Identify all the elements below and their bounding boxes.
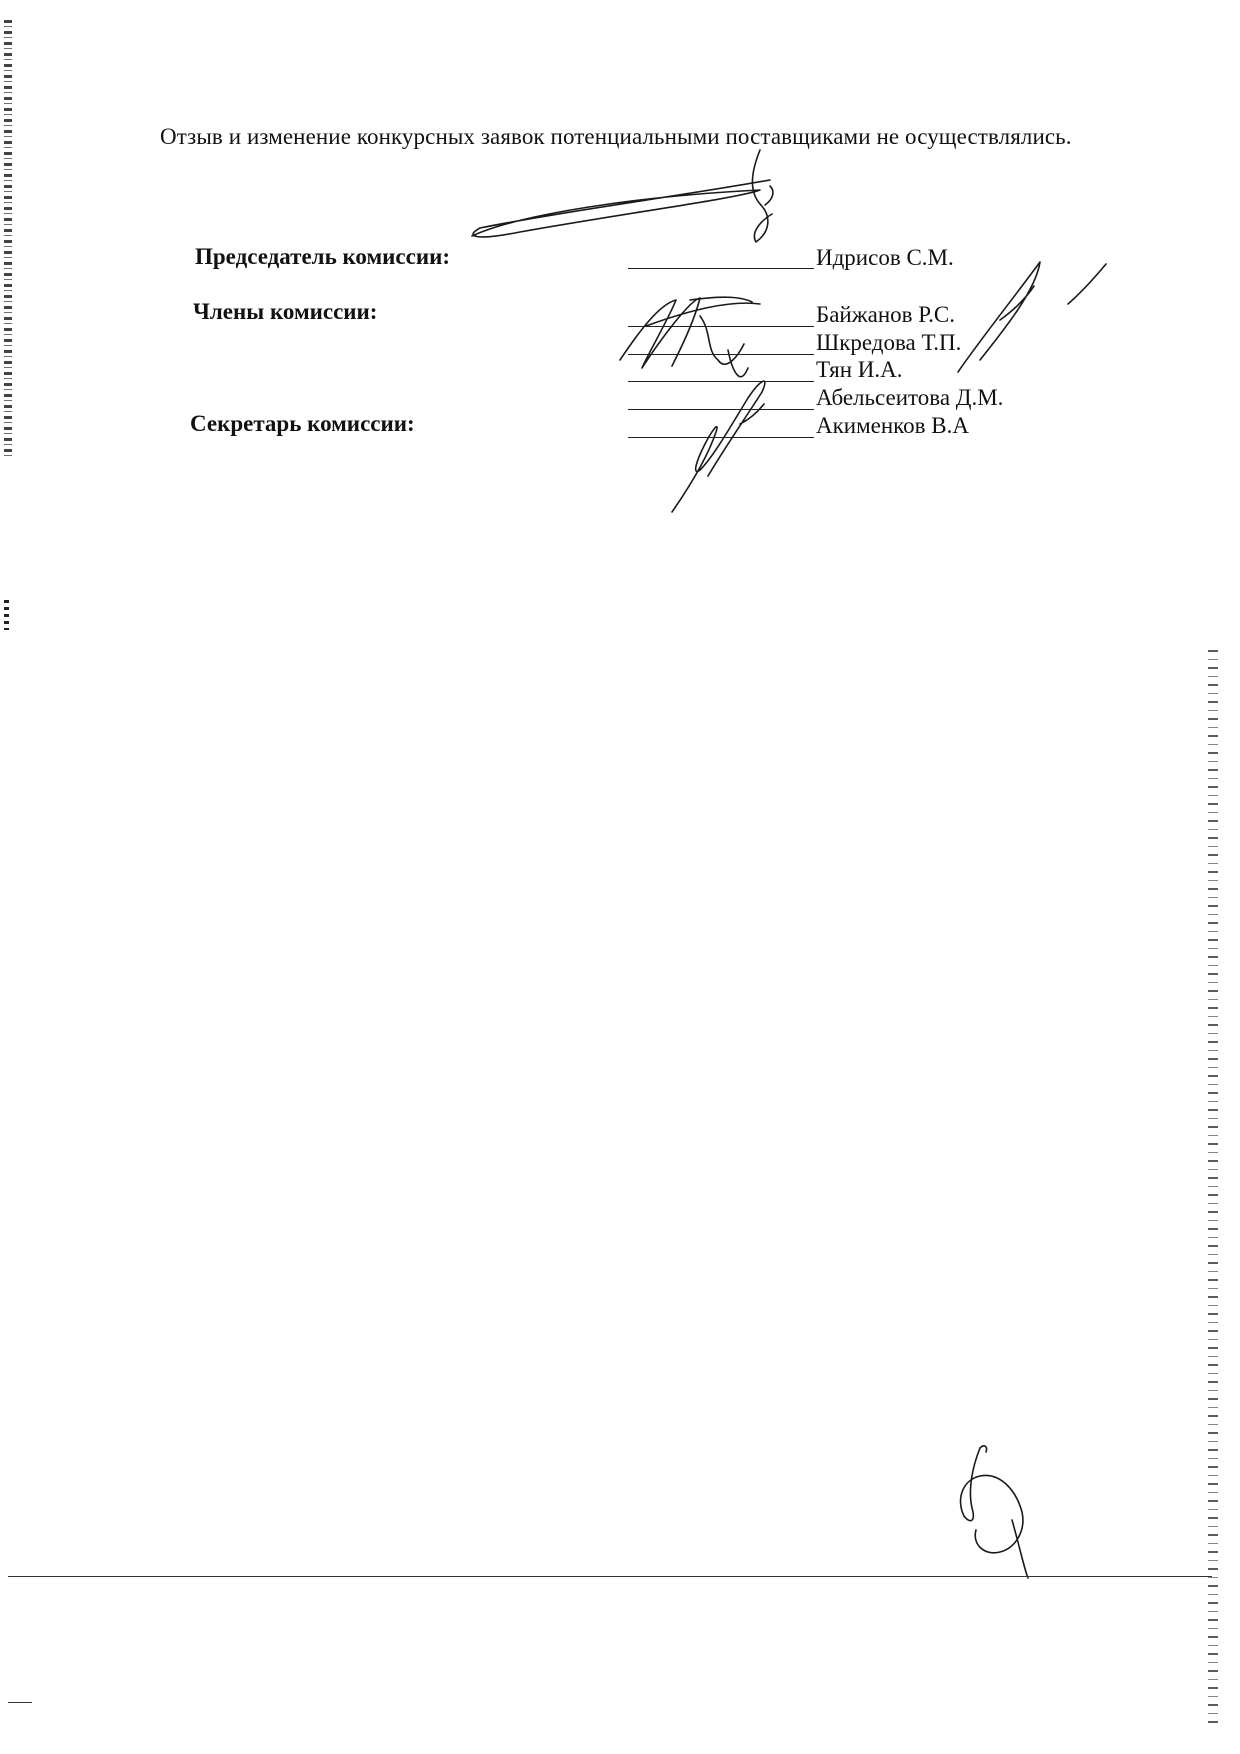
member-signature-2 [958,262,1106,372]
intro-statement: Отзыв и изменение конкурсных заявок потенциальными поставщиками не осуществлялись. [160,124,1072,149]
chair-name: Идрисов С.М. [816,245,954,270]
member-signature-line [628,409,814,410]
chair-role-label: Председатель комиссии: [195,244,450,269]
secretary-signature-line [628,437,814,438]
secretary-name: Акименков В.А [816,413,969,438]
scan-edge-artifact [4,20,12,460]
footer-rule [8,1576,1212,1577]
member-signature-3 [672,381,765,512]
members-role-label: Члены комиссии: [193,299,378,324]
initials-signature [961,1446,1028,1578]
member-name: Тян И.А. [816,357,903,382]
scan-edge-artifact [4,600,9,630]
chair-signature [472,150,773,242]
secretary-role-label: Секретарь комиссии: [190,411,415,436]
member-name: Байжанов Р.С. [816,302,955,327]
member-signature-line [628,326,814,327]
chair-signature-line [628,268,814,269]
member-name: Шкредова Т.П. [816,330,962,355]
member-signature-line [628,381,814,382]
member-name: Абельсеитова Д.М. [816,385,1004,410]
corner-mark [8,1702,32,1703]
member-signature-1 [620,297,760,377]
member-signature-line [628,354,814,355]
scan-edge-artifact [1208,650,1218,1730]
